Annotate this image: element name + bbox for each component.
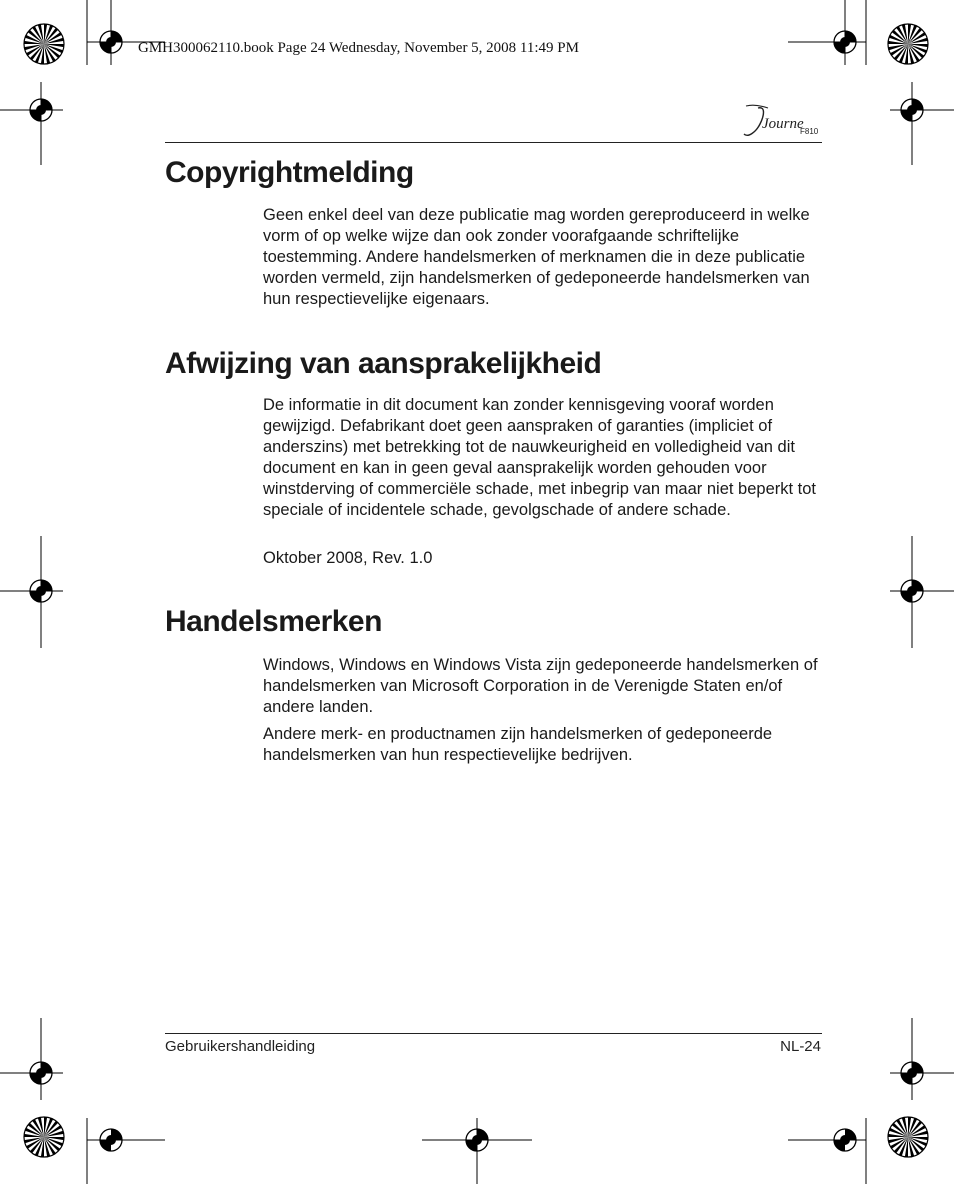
- footer-page-number: NL-24: [780, 1038, 821, 1055]
- section-title-copyright: Copyrightmelding: [165, 156, 414, 189]
- book-info-line: GMH300062110.book Page 24 Wednesday, November 5, 2008 11:49 PM: [138, 40, 579, 56]
- trademarks-paragraph: Windows, Windows en Windows Vista zijn gedeponeerde handelsmerken of handelsmerken van Microsoft Corporation in de Verenigde Staten en/of andere landen.: [263, 656, 818, 716]
- model-label: F810: [800, 127, 819, 136]
- revision-paragraph: Oktober 2008, Rev. 1.0: [263, 549, 433, 567]
- disclaimer-paragraph: De informatie in dit document kan zonder kennisgeving vooraf worden gewijzigd. Defabrikant doet geen aanspraken of garanties (impliciet of anderszins) met betrekking tot de nauwkeurigheid en volledigheid van dit document en kan in geen geval aansprakelijk worden gehouden voor winstderving of commerciële schade, met inbegrip van maar niet beperkt tot speciale of incidentele schade, gevolgschade of andere schade.: [263, 396, 817, 519]
- footer-manual-title: Gebruikershandleiding: [165, 1038, 316, 1055]
- journe-logo: [740, 104, 820, 142]
- section-title-disclaimer: Afwijzing van aansprakelijkheid: [165, 347, 602, 380]
- other-trademarks-paragraph: Andere merk- en productnamen zijn handelsmerken of gedeponeerde handelsmerken van hun respectievelijke bedrijven.: [263, 725, 773, 764]
- logo-text: Journe: [762, 116, 804, 132]
- footer-rule: [165, 1033, 822, 1034]
- copyright-paragraph: Geen enkel deel van deze publicatie mag worden gereproduceerd in welke vorm of op welke wijze dan ook zonder voorafgaande schriftelijke toestemming. Andere handelsmerken of merknamen die in deze publicatie worden vermeld, zijn handelsmerken of gedeponeerde handelsmerken van hun respectievelijke eigenaars.: [263, 206, 810, 308]
- header-rule: [165, 142, 822, 143]
- section-title-trademarks: Handelsmerken: [165, 605, 382, 638]
